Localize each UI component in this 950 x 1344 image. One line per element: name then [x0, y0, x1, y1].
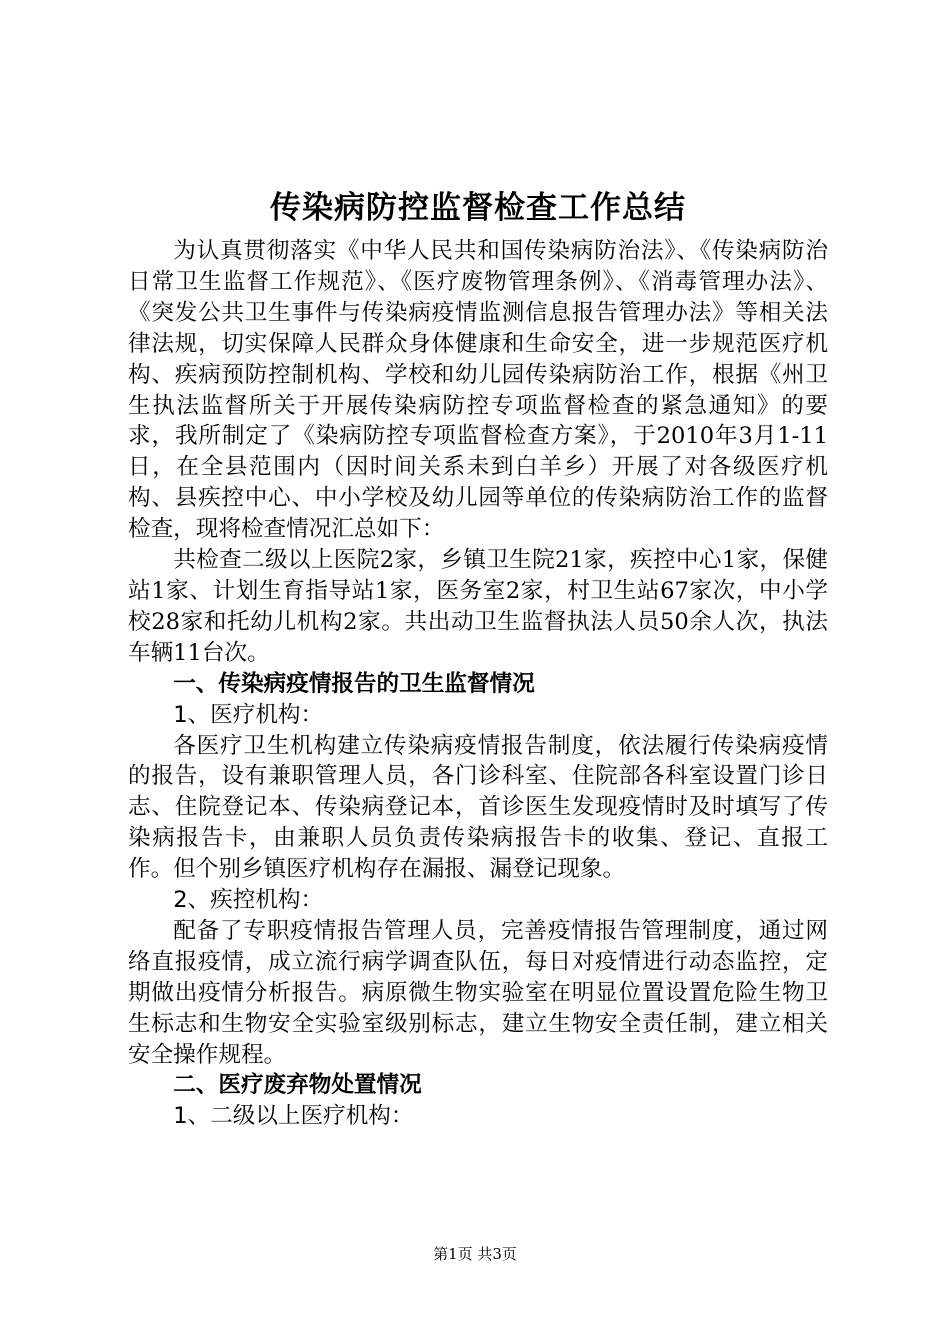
subheading-cdc: 2、疾控机构：: [173, 887, 324, 914]
document-title: 传染病防控监督检查工作总结: [270, 190, 686, 226]
cdc-paragraph: 配备了专职疫情报告管理人员，完善疫情报告管理制度，通过网络直报疫情，成立流行病学调查队伍，每日对疫情进行动态监控，定期做出疫情分析报告。病原微生物实验室在明显位置设置危险生物卫生标志和生物安全实验室级别标志，建立生物安全责任制，建立相关安全操作规程。: [128, 917, 828, 1068]
section-heading-medical-waste: 二、医疗废弃物处置情况: [173, 1072, 422, 1099]
subheading-medical-institutions: 1、医疗机构：: [173, 701, 324, 728]
page-footer: 第1页 共3页: [433, 1245, 517, 1263]
subheading-level2-hospitals: 1、二级以上医疗机构：: [173, 1103, 414, 1130]
inspection-stats-paragraph: 共检查二级以上医院2家，乡镇卫生院21家，疾控中心1家，保健站1家、计划生育指导站1家，医务室2家，村卫生站67家次，中小学校28家和托幼儿机构2家。共出动卫生监督执法人员50余人次，执法车辆11台次。: [128, 547, 828, 666]
document-body: [128, 186, 828, 1132]
section-heading-epidemic-report: 一、传染病疫情报告的卫生监督情况: [173, 670, 535, 697]
intro-paragraph: 为认真贯彻落实《中华人民共和国传染病防治法》、《传染病防治日常卫生监督工作规范》、《医疗废物管理条例》、《消毒管理办法》、《突发公共卫生事件与传染病疫情监测信息报告管理办法》等相关法律法规，切实保障人民群众身体健康和生命安全，进一步规范医疗机构、疾病预防控制机构、学校和幼儿园传染病防治工作，根据《州卫生执法监督所关于开展传染病防控专项监督检查的紧急通知》的要求，我所制定了《染病防控专项监督检查方案》，于2010年3月1-11日，在全县范围内（因时间关系未到白羊乡）开展了对各级医疗机构、县疾控中心、中小学校及幼儿园等单位的传染病防治工作的监督检查，现将检查情况汇总如下：: [128, 238, 828, 543]
medical-institutions-paragraph: 各医疗卫生机构建立传染病疫情报告制度，依法履行传染病疫情的报告，设有兼职管理人员，各门诊科室、住院部各科室设置门诊日志、住院登记本、传染病登记本，首诊医生发现疫情时及时填写了传染病报告卡，由兼职人员负责传染病报告卡的收集、登记、直报工作。但个别乡镇医疗机构存在漏报、漏登记现象。: [128, 732, 828, 883]
